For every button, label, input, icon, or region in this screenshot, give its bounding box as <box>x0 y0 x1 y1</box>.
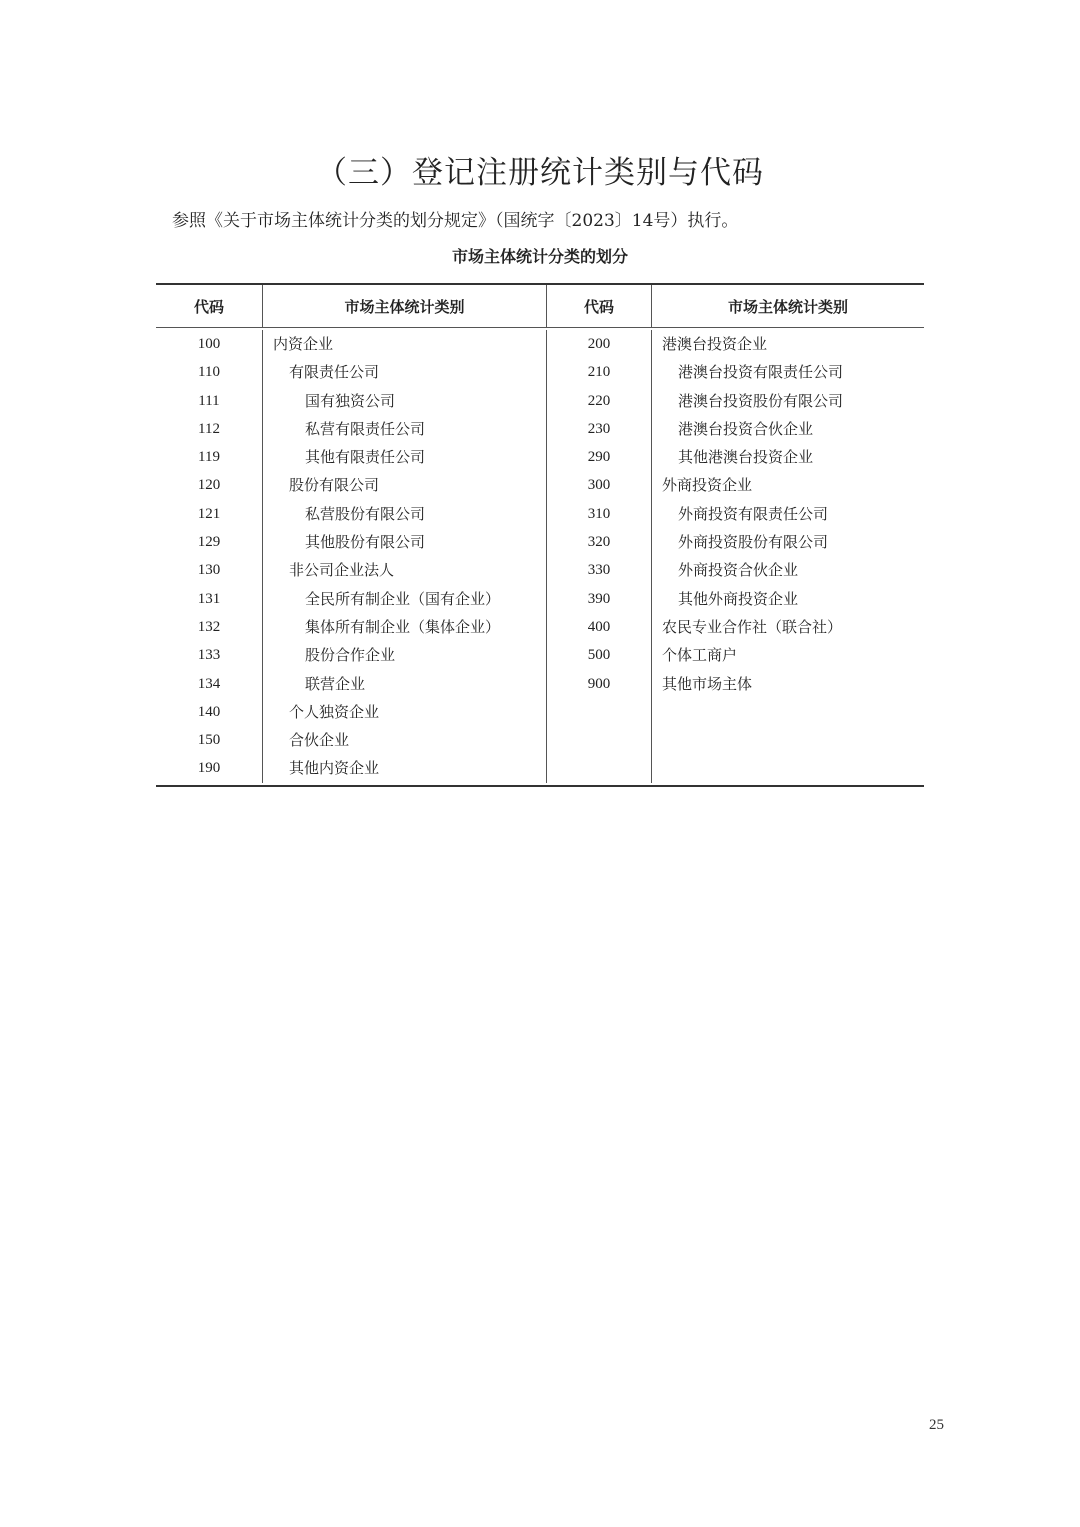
header-code-right: 代码 <box>547 285 652 327</box>
right-row-category: 外商投资企业 <box>662 476 753 495</box>
left-code-column <box>156 330 263 783</box>
right-row-code: 900 <box>587 675 611 692</box>
right-row-category: 农民专业合作社（联合社） <box>662 617 843 636</box>
intro-paragraph: 参照《关于市场主体统计分类的划分规定》（国统字〔2023〕14号）执行。 <box>172 211 739 231</box>
right-row-category: 个体工商户 <box>662 646 738 665</box>
right-category-column <box>652 330 924 783</box>
right-code-column <box>547 330 652 783</box>
left-row-category: 非公司企业法人 <box>289 561 395 580</box>
table-caption: 市场主体统计分类的划分 <box>451 247 628 266</box>
left-row-code: 130 <box>197 562 221 579</box>
right-row-code: 230 <box>587 420 611 437</box>
right-row-category: 外商投资合伙企业 <box>678 561 799 580</box>
left-row-category: 个人独资企业 <box>289 702 380 721</box>
left-row-code: 133 <box>197 647 221 664</box>
right-row-code: 290 <box>587 449 611 466</box>
right-row-category: 外商投资有限责任公司 <box>678 504 829 523</box>
header-category-right: 市场主体统计类别 <box>727 297 848 316</box>
left-row-category: 私营股份有限公司 <box>305 504 426 523</box>
left-row-code: 134 <box>197 675 221 692</box>
right-row-category: 外商投资股份有限公司 <box>678 533 829 552</box>
left-row-category: 集体所有制企业（集体企业） <box>305 617 501 636</box>
right-row-code: 320 <box>587 534 611 551</box>
left-row-category: 合伙企业 <box>289 731 350 750</box>
right-row-code: 400 <box>587 618 611 635</box>
left-row-category: 内资企业 <box>273 335 334 353</box>
left-row-code: 190 <box>197 760 221 777</box>
right-row-category: 港澳台投资股份有限公司 <box>678 391 844 410</box>
left-row-code: 131 <box>197 590 221 607</box>
left-row-category: 联营企业 <box>305 674 366 693</box>
right-row-category: 其他外商投资企业 <box>678 589 799 608</box>
left-row-category: 国有独资公司 <box>305 391 396 410</box>
left-row-code: 140 <box>197 703 221 720</box>
right-row-code: 310 <box>587 505 611 522</box>
right-row-code: 300 <box>587 477 611 494</box>
right-row-category: 其他市场主体 <box>662 674 753 693</box>
table-body <box>156 328 924 785</box>
page-title: （三）登记注册统计类别与代码 <box>316 155 764 191</box>
right-row-code: 500 <box>587 647 611 664</box>
right-row-code: 210 <box>587 364 611 381</box>
left-row-code: 112 <box>198 420 220 437</box>
right-row-code: 330 <box>587 562 611 579</box>
header-category-left: 市场主体统计类别 <box>263 285 547 327</box>
left-category-column <box>263 330 547 783</box>
right-row-code: 390 <box>587 590 611 607</box>
header-code-left: 代码 <box>156 285 263 327</box>
left-row-code: 121 <box>197 505 221 522</box>
right-row-category: 港澳台投资合伙企业 <box>678 419 814 438</box>
right-row-category: 其他港澳台投资企业 <box>678 448 814 467</box>
left-row-code: 111 <box>198 392 220 409</box>
left-row-category: 其他内资企业 <box>289 759 380 778</box>
left-row-code: 110 <box>198 364 220 381</box>
left-row-category: 有限责任公司 <box>289 363 380 382</box>
page-number: 25 <box>929 1417 944 1433</box>
table-header-row <box>156 285 924 328</box>
left-row-code: 120 <box>197 477 221 494</box>
left-row-category: 股份合作企业 <box>305 646 396 665</box>
left-row-code: 150 <box>197 732 221 749</box>
right-row-category: 港澳台投资企业 <box>662 335 768 353</box>
left-row-category: 全民所有制企业（国有企业） <box>305 589 501 608</box>
left-row-code: 119 <box>198 449 220 466</box>
left-row-code: 129 <box>197 534 221 551</box>
left-row-code: 132 <box>197 618 221 635</box>
left-row-code: 100 <box>197 336 221 352</box>
right-row-code: 220 <box>587 392 611 409</box>
right-row-code: 200 <box>587 336 611 352</box>
right-row-category: 港澳台投资有限责任公司 <box>678 363 844 382</box>
classification-table <box>156 283 924 787</box>
left-row-category: 私营有限责任公司 <box>305 419 426 438</box>
left-row-category: 其他有限责任公司 <box>305 448 426 467</box>
left-row-category: 股份有限公司 <box>289 476 380 495</box>
left-row-category: 其他股份有限公司 <box>305 533 426 552</box>
